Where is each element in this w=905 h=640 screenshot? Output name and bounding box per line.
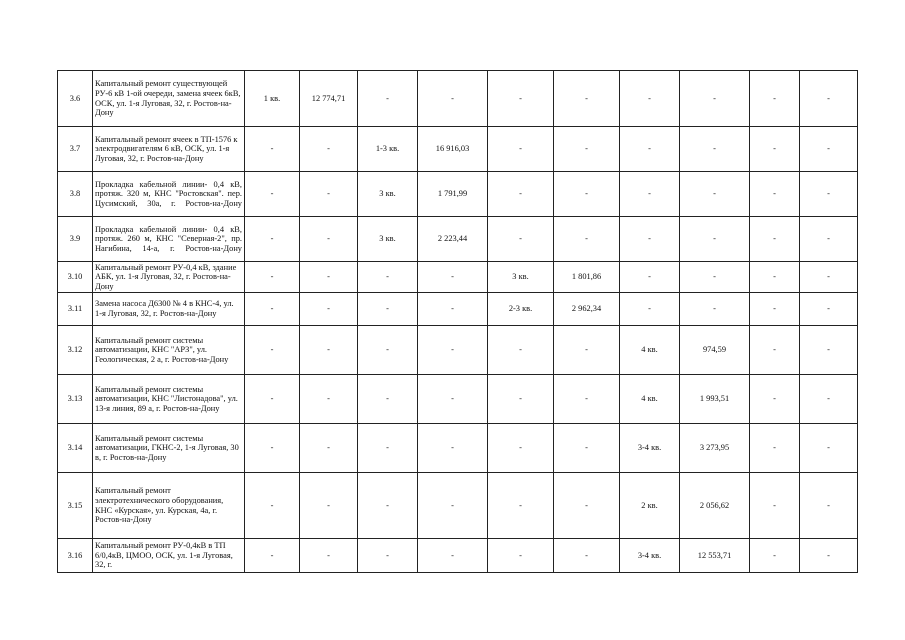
row-number: 3.6	[58, 71, 93, 127]
period-cell: -	[488, 326, 554, 375]
work-description: Прокладка кабельной линии- 0,4 кВ, протяж. 260 м, КНС "Северная-2", пр. Нагибина, 14-а, г. Ростов-на-Дону	[93, 217, 245, 262]
cost-cell: 12 553,71	[680, 539, 750, 573]
period-cell: -	[488, 127, 554, 172]
table-row	[58, 71, 858, 127]
cost-cell: -	[800, 217, 858, 262]
work-description: Замена насоса Д6300 № 4 в КНС-4, ул. 1-я Луговая, 32, г. Ростов-на-Дону	[93, 293, 245, 326]
cost-cell: -	[418, 71, 488, 127]
table-row	[58, 127, 858, 172]
cost-cell: -	[800, 293, 858, 326]
cost-cell: -	[418, 262, 488, 293]
row-number: 3.15	[58, 473, 93, 539]
period-cell: -	[488, 375, 554, 424]
period-cell: -	[750, 473, 800, 539]
work-description: Капитальный ремонт системы автоматизации, КНС "Листонадова", ул. 13-я линия, 89 а, г. Ростов-на-Дону	[93, 375, 245, 424]
work-description: Капитальный ремонт системы автоматизации, ГКНС-2, 1-я Луговая, 30 в, г. Ростов-на-Дону	[93, 424, 245, 473]
period-cell: -	[488, 473, 554, 539]
cost-cell: 3 273,95	[680, 424, 750, 473]
period-cell: -	[750, 375, 800, 424]
cost-cell: -	[680, 71, 750, 127]
period-cell: -	[358, 293, 418, 326]
cost-cell: -	[418, 375, 488, 424]
period-cell: -	[245, 424, 300, 473]
row-number: 3.14	[58, 424, 93, 473]
period-cell: -	[488, 217, 554, 262]
table-row	[58, 217, 858, 262]
cost-cell: -	[554, 375, 620, 424]
cost-cell: -	[800, 375, 858, 424]
row-number: 3.13	[58, 375, 93, 424]
cost-cell: -	[554, 424, 620, 473]
cost-cell: 12 774,71	[300, 71, 358, 127]
cost-cell: -	[300, 293, 358, 326]
row-number: 3.16	[58, 539, 93, 573]
cost-cell: -	[300, 326, 358, 375]
cost-cell: -	[800, 539, 858, 573]
table-row	[58, 473, 858, 539]
period-cell: -	[750, 326, 800, 375]
table-row	[58, 172, 858, 217]
period-cell: -	[750, 217, 800, 262]
cost-cell: -	[300, 424, 358, 473]
cost-cell: -	[418, 473, 488, 539]
work-description: Прокладка кабельной линии- 0,4 кВ, протяж. 320 м, КНС "Ростовская". пер. Цусимский, 30а, г. Ростов-на-Дону	[93, 172, 245, 217]
row-number: 3.9	[58, 217, 93, 262]
table-body	[58, 71, 858, 573]
period-cell: -	[750, 424, 800, 473]
period-cell: 1-3 кв.	[358, 127, 418, 172]
work-description: Капитальный ремонт РУ-0,4кВ в ТП 6/0,4кВ, ЦМОО, ОСК, ул. 1-я Луговая, 32, г.	[93, 539, 245, 573]
work-description: Капитальный ремонт существующей РУ-6 кВ 1-ой очереди, замена ячеек 6кВ, ОСК, ул. 1-я Луговая, 32, г. Ростов-на-Дону	[93, 71, 245, 127]
cost-cell: -	[300, 539, 358, 573]
period-cell: -	[620, 127, 680, 172]
table-row	[58, 539, 858, 573]
cost-cell: -	[300, 127, 358, 172]
row-number: 3.11	[58, 293, 93, 326]
cost-cell: -	[800, 71, 858, 127]
work-description: Капитальный ремонт ячеек в ТП-1576 к электродвигателям 6 кВ, ОСК, ул. 1-я Луговая, 32, г. Ростов-на-Дону	[93, 127, 245, 172]
period-cell: -	[620, 262, 680, 293]
cost-cell: -	[800, 127, 858, 172]
period-cell: 3-4 кв.	[620, 424, 680, 473]
row-number: 3.12	[58, 326, 93, 375]
cost-cell: 1 801,86	[554, 262, 620, 293]
period-cell: -	[620, 293, 680, 326]
cost-cell: -	[418, 326, 488, 375]
period-cell: -	[245, 172, 300, 217]
period-cell: -	[488, 539, 554, 573]
period-cell: -	[488, 71, 554, 127]
cost-cell: 2 962,34	[554, 293, 620, 326]
cost-cell: 1 791,99	[418, 172, 488, 217]
period-cell: -	[620, 172, 680, 217]
period-cell: -	[750, 71, 800, 127]
period-cell: -	[245, 217, 300, 262]
cost-cell: -	[554, 539, 620, 573]
period-cell: -	[245, 473, 300, 539]
period-cell: -	[245, 262, 300, 293]
period-cell: 3-4 кв.	[620, 539, 680, 573]
cost-cell: -	[680, 293, 750, 326]
row-number: 3.7	[58, 127, 93, 172]
cost-cell: 1 993,51	[680, 375, 750, 424]
period-cell: -	[358, 424, 418, 473]
cost-cell: 2 223,44	[418, 217, 488, 262]
period-cell: -	[488, 172, 554, 217]
cost-cell: -	[554, 127, 620, 172]
period-cell: -	[620, 217, 680, 262]
cost-cell: -	[418, 424, 488, 473]
work-description: Капитальный ремонт электротехнического оборудования, КНС «Курская», ул. Курская, 4а, г. Ростов-на-Дону	[93, 473, 245, 539]
cost-cell: -	[680, 127, 750, 172]
cost-cell: -	[800, 326, 858, 375]
period-cell: -	[245, 127, 300, 172]
period-cell: 2 кв.	[620, 473, 680, 539]
period-cell: -	[750, 262, 800, 293]
period-cell: -	[358, 262, 418, 293]
cost-cell: -	[680, 262, 750, 293]
cost-cell: -	[554, 326, 620, 375]
cost-cell: -	[300, 473, 358, 539]
cost-cell: -	[554, 172, 620, 217]
period-cell: -	[488, 424, 554, 473]
period-cell: 4 кв.	[620, 326, 680, 375]
table-row	[58, 293, 858, 326]
period-cell: -	[358, 326, 418, 375]
period-cell: 3 кв.	[358, 217, 418, 262]
cost-cell: -	[800, 172, 858, 217]
period-cell: -	[358, 539, 418, 573]
period-cell: 4 кв.	[620, 375, 680, 424]
period-cell: 3 кв.	[488, 262, 554, 293]
period-cell: -	[245, 326, 300, 375]
cost-cell: 16 916,03	[418, 127, 488, 172]
cost-cell: -	[554, 71, 620, 127]
period-cell: 1 кв.	[245, 71, 300, 127]
cost-cell: -	[300, 172, 358, 217]
table-row	[58, 375, 858, 424]
period-cell: 2-3 кв.	[488, 293, 554, 326]
work-description: Капитальный ремонт РУ-0,4 кВ, здание АБК, ул. 1-я Луговая, 32, г. Ростов-на-Дону	[93, 262, 245, 293]
period-cell: -	[750, 539, 800, 573]
period-cell: -	[358, 71, 418, 127]
period-cell: -	[245, 293, 300, 326]
work-description: Капитальный ремонт системы автоматизации, КНС "АРЗ", ул. Геологическая, 2 а, г. Ростов-на-Дону	[93, 326, 245, 375]
cost-cell: 2 056,62	[680, 473, 750, 539]
row-number: 3.8	[58, 172, 93, 217]
cost-cell: -	[418, 293, 488, 326]
cost-cell: -	[300, 375, 358, 424]
period-cell: -	[358, 375, 418, 424]
cost-cell: -	[800, 473, 858, 539]
cost-cell: -	[300, 217, 358, 262]
cost-cell: -	[680, 217, 750, 262]
period-cell: -	[358, 473, 418, 539]
period-cell: -	[750, 127, 800, 172]
cost-cell: -	[800, 262, 858, 293]
period-cell: -	[245, 375, 300, 424]
cost-cell: -	[300, 262, 358, 293]
cost-cell: -	[554, 473, 620, 539]
cost-cell: -	[418, 539, 488, 573]
row-number: 3.10	[58, 262, 93, 293]
period-cell: 3 кв.	[358, 172, 418, 217]
works-table	[57, 70, 858, 573]
cost-cell: -	[800, 424, 858, 473]
period-cell: -	[750, 172, 800, 217]
table-row	[58, 262, 858, 293]
period-cell: -	[245, 539, 300, 573]
period-cell: -	[620, 71, 680, 127]
cost-cell: -	[554, 217, 620, 262]
table-row	[58, 326, 858, 375]
table-row	[58, 424, 858, 473]
period-cell: -	[750, 293, 800, 326]
cost-cell: 974,59	[680, 326, 750, 375]
cost-cell: -	[680, 172, 750, 217]
